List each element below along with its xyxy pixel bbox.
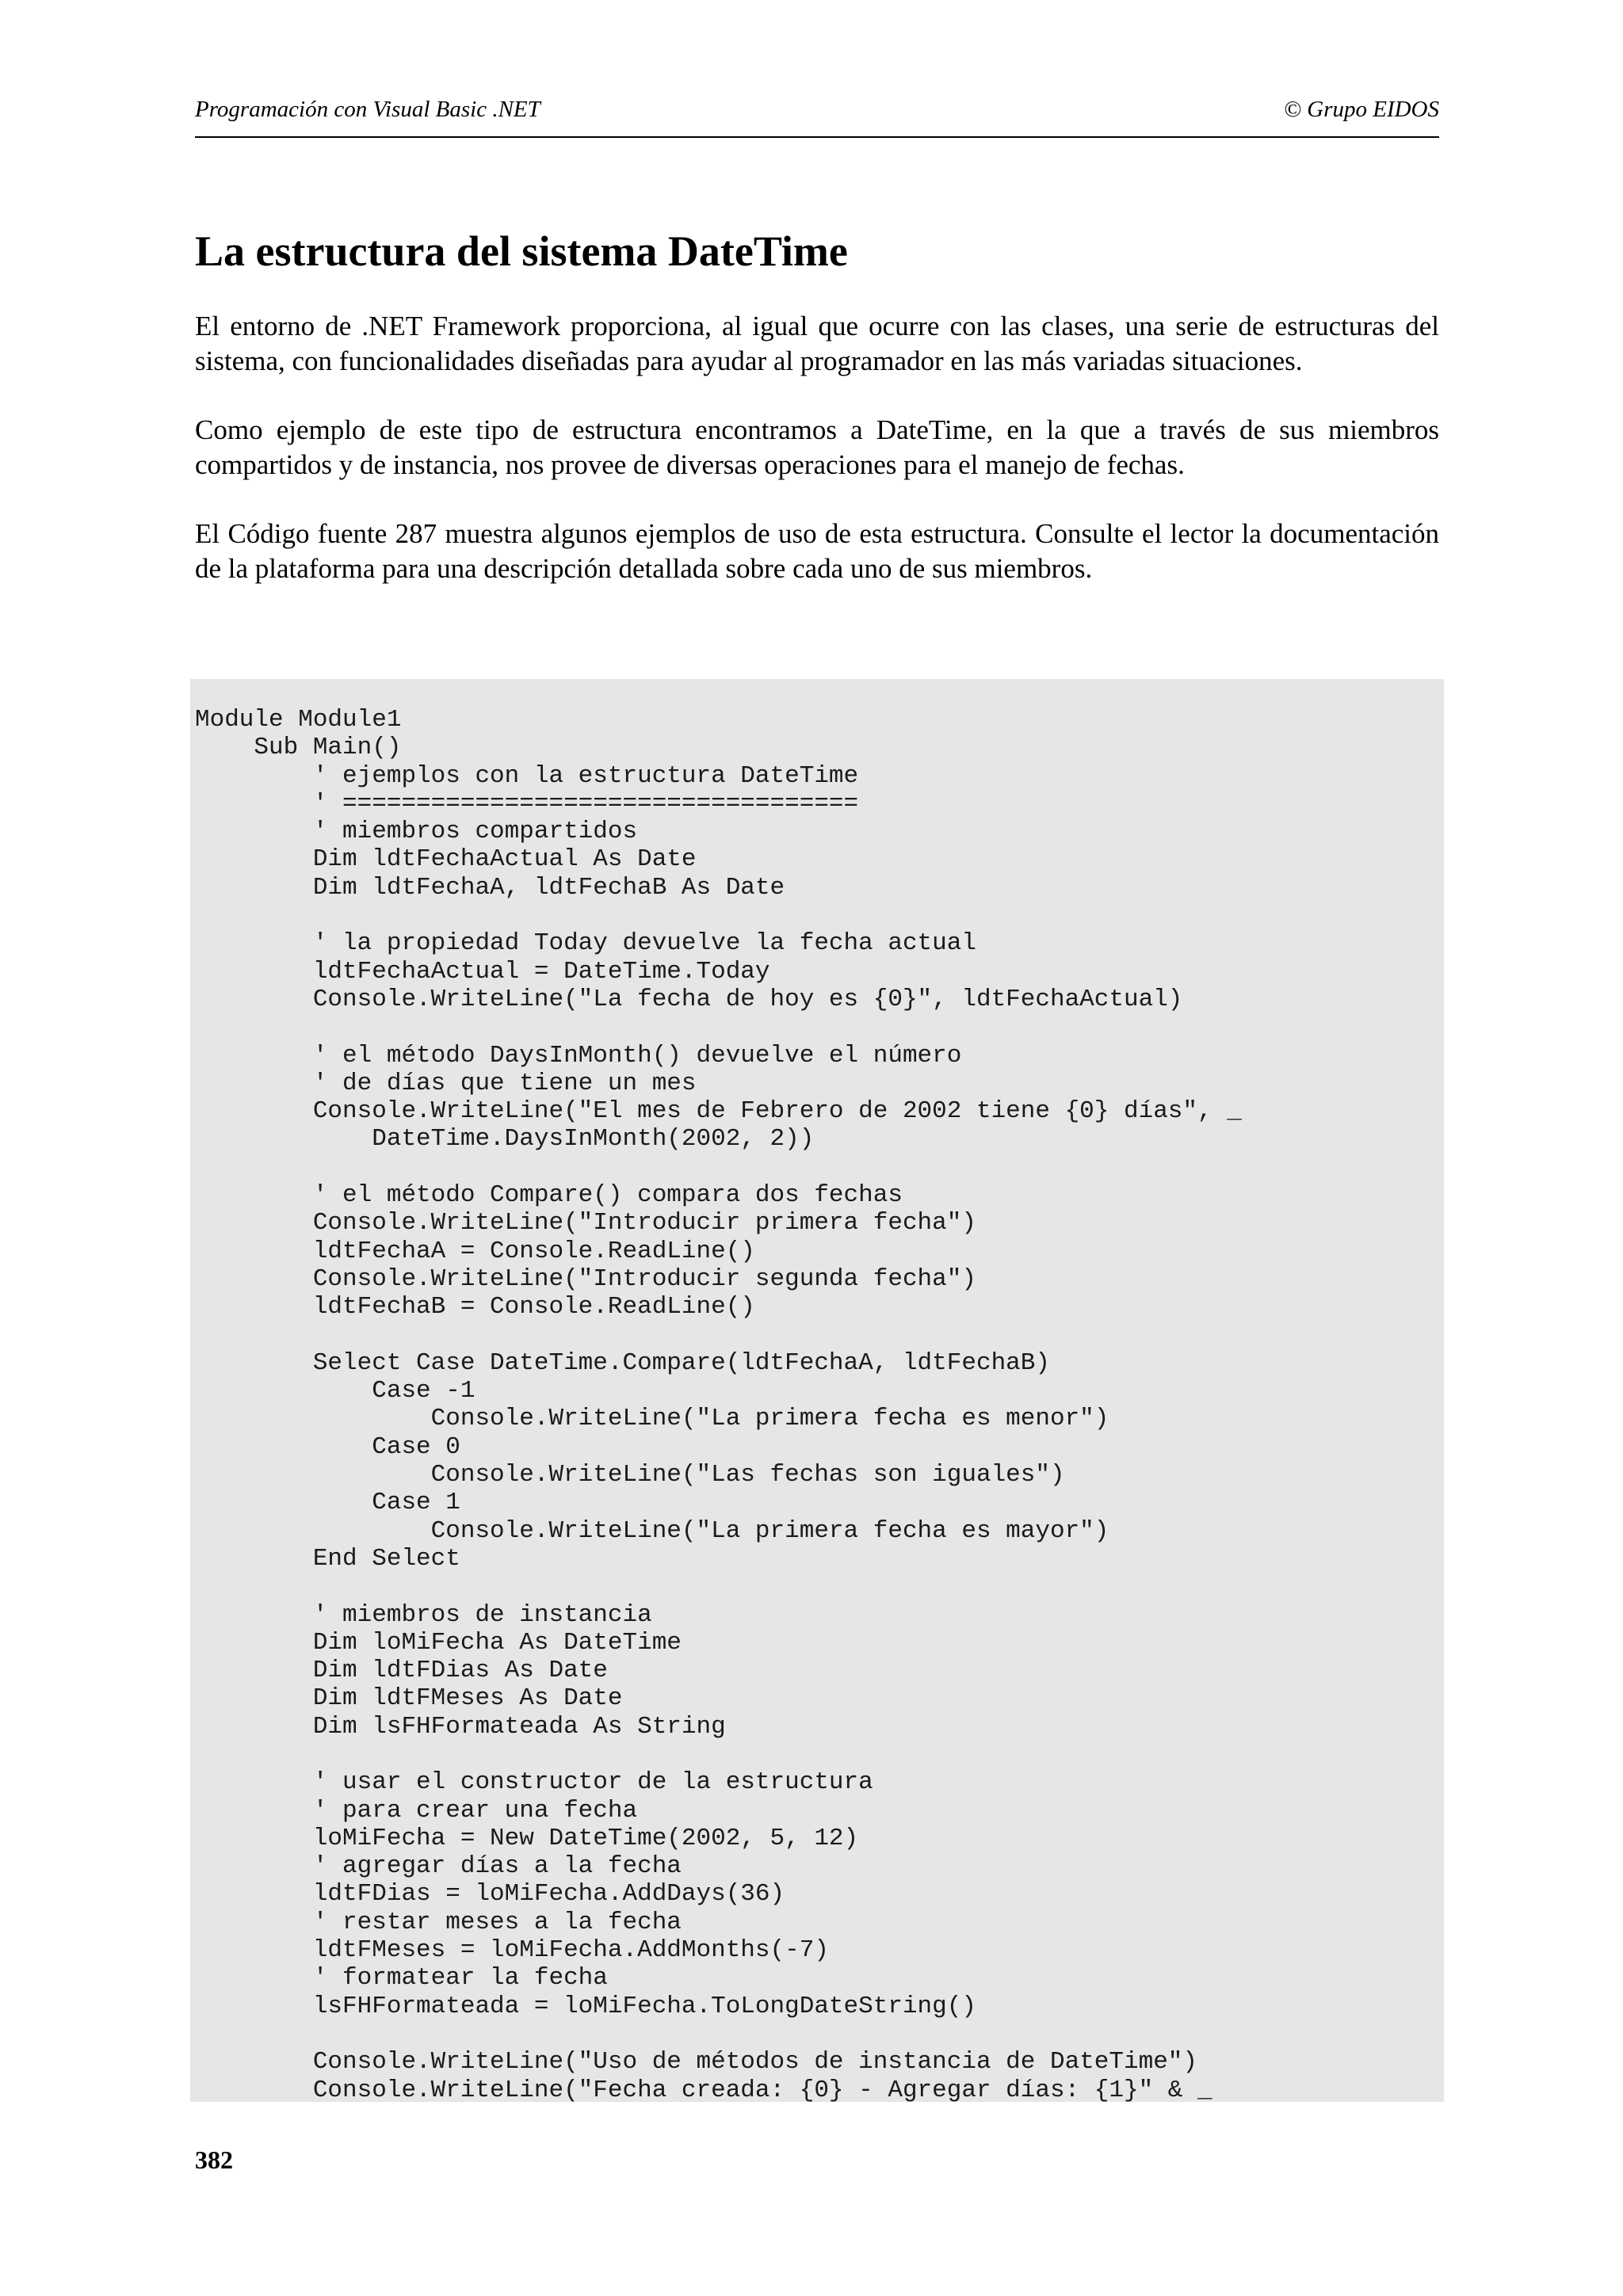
code-line: Console.WriteLine("La primera fecha es menor")	[195, 1405, 1109, 1433]
code-line: ldtFechaActual = DateTime.Today	[195, 957, 770, 986]
section-title: La estructura del sistema DateTime	[195, 227, 848, 275]
code-line: End Select	[195, 1544, 460, 1573]
code-line: lsFHFormateada = loMiFecha.ToLongDateString()	[195, 1992, 976, 2020]
code-line	[195, 1013, 1444, 1041]
code-line: ldtFechaB = Console.ReadLine()	[195, 1293, 755, 1322]
code-line: ' miembros de instancia	[195, 1600, 652, 1629]
code-line: Case 1	[195, 1489, 460, 1517]
code-line: Console.WriteLine("Introducir segunda fecha")	[195, 1264, 976, 1293]
code-line: Console.WriteLine("La fecha de hoy es {0}", ldtFechaActual)	[195, 985, 1183, 1013]
code-line: ' restar meses a la fecha	[195, 1908, 682, 1936]
code-line	[195, 1741, 1444, 1768]
code-line: Case -1	[195, 1377, 475, 1405]
code-line: ' usar el constructor de la estructura	[195, 1768, 873, 1797]
code-line: ' agregar días a la fecha	[195, 1852, 682, 1881]
code-line: Console.WriteLine("Las fechas son iguales")	[195, 1461, 1065, 1489]
code-line: ' ===================================	[195, 789, 859, 818]
code-line: ldtFechaA = Console.ReadLine()	[195, 1237, 755, 1265]
code-line: ' miembros compartidos	[195, 818, 638, 846]
code-line: Console.WriteLine("Uso de métodos de instancia de DateTime")	[195, 2048, 1198, 2077]
code-line: Case 0	[195, 1432, 460, 1461]
body-text	[195, 309, 1439, 620]
code-line: Dim ldtFechaActual As Date	[195, 845, 697, 874]
code-line: loMiFecha = New DateTime(2002, 5, 12)	[195, 1824, 859, 1852]
paragraph: El Código fuente 287 muestra algunos ejemplos de uso de esta estructura. Consulte el lector la documentación de la plataforma para una descripción detallada sobre cada uno de sus miembros.	[195, 518, 1439, 584]
code-line	[195, 1154, 1444, 1181]
page-number: 382	[195, 2145, 233, 2174]
paragraph: El entorno de .NET Framework proporciona, al igual que ocurre con las clases, una serie de estructuras del sistema, con funcionalidades diseñadas para ayudar al programador en las más variadas situaciones.	[195, 311, 1439, 376]
code-line	[195, 1573, 1444, 1600]
code-line: ' ejemplos con la estructura DateTime	[195, 761, 859, 790]
code-listing	[190, 679, 1444, 2102]
header-publisher: © Grupo EIDOS	[1283, 97, 1439, 122]
code-line: Dim ldtFDias As Date	[195, 1657, 608, 1685]
code-text	[195, 706, 1444, 2102]
header-book-title: Programación con Visual Basic .NET	[195, 97, 540, 122]
code-line	[195, 2020, 1444, 2048]
code-line: ' para crear una fecha	[195, 1796, 638, 1825]
code-line: DateTime.DaysInMonth(2002, 2))	[195, 1125, 815, 1154]
code-line: ' de días que tiene un mes	[195, 1069, 697, 1097]
code-line	[195, 902, 1444, 929]
code-line: Select Case DateTime.Compare(ldtFechaA, ldtFechaB)	[195, 1348, 1050, 1377]
code-line: Dim ldtFechaA, ldtFechaB As Date	[195, 873, 785, 902]
code-line: Dim loMiFecha As DateTime	[195, 1628, 682, 1657]
code-line: Console.WriteLine("Introducir primera fecha")	[195, 1209, 976, 1238]
paragraph: Como ejemplo de este tipo de estructura encontramos a DateTime, en la que a través de sus miembros compartidos y de instancia, nos provee de diversas operaciones para el manejo de fechas.	[195, 414, 1439, 480]
code-line: Console.WriteLine("La primera fecha es mayor")	[195, 1516, 1109, 1545]
code-line: ' el método Compare() compara dos fechas	[195, 1181, 903, 1210]
code-line	[195, 1322, 1444, 1349]
running-header	[195, 97, 1439, 138]
code-line: Sub Main()	[195, 734, 402, 762]
code-line: ' la propiedad Today devuelve la fecha actual	[195, 929, 976, 958]
code-line: ldtFMeses = loMiFecha.AddMonths(-7)	[195, 1936, 829, 1965]
code-line: ' formatear la fecha	[195, 1964, 608, 1993]
code-line: ' el método DaysInMonth() devuelve el número	[195, 1041, 962, 1070]
code-line: Module Module1	[195, 706, 402, 734]
code-line: Dim lsFHFormateada As String	[195, 1712, 726, 1741]
code-line: Console.WriteLine("El mes de Febrero de 2002 tiene {0} días", _	[195, 1097, 1242, 1126]
code-line: ldtFDias = loMiFecha.AddDays(36)	[195, 1880, 785, 1909]
code-line: Dim ldtFMeses As Date	[195, 1684, 623, 1713]
code-line: Console.WriteLine("Fecha creada: {0} - Agregar días: {1}" & _	[195, 2076, 1212, 2102]
